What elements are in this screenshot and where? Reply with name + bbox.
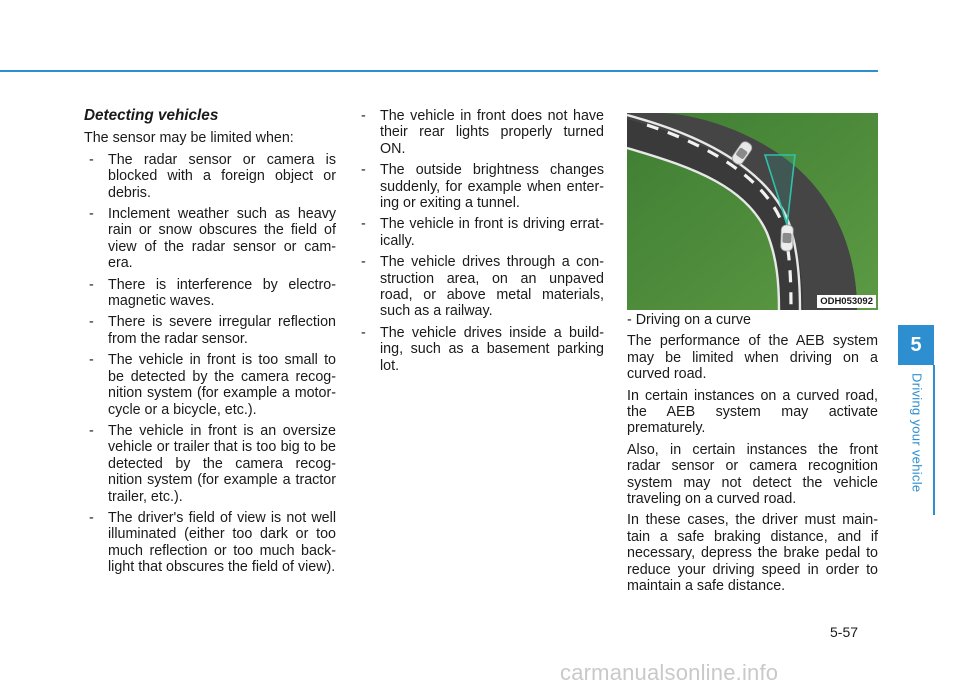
list-item: - There is severe irregular reflection from the radar sensor. bbox=[84, 314, 336, 347]
list-item: - The driver's field of view is not well illuminated (either too dark or too much reflection or too much back-light that obscures the field of view). bbox=[84, 510, 336, 576]
figure-caption: ODH053092 bbox=[817, 295, 876, 308]
list-item: - The vehicle in front is an oversize vehicle or trailer that is too big to be detected by the camera recog-nition system (for example a tractor trailer, etc.). bbox=[84, 423, 336, 505]
curve-subheading: - Driving on a curve bbox=[627, 312, 751, 328]
curved-road-figure bbox=[627, 113, 878, 310]
chapter-title: Driving your vehicle bbox=[909, 373, 925, 493]
list-item: - The vehicle in front does not have their rear lights properly turned ON. bbox=[356, 108, 604, 157]
paragraph: Also, in certain instances the front radar sensor or camera recognition system may not detect the vehicle traveling on a curved road. bbox=[627, 441, 878, 508]
page-number: 5-57 bbox=[830, 624, 859, 640]
chapter-side-bar bbox=[933, 365, 935, 515]
column-2 bbox=[356, 108, 604, 379]
intro-text: The sensor may be limited when: bbox=[84, 130, 294, 147]
list-item: - The vehicle drives inside a build-ing, such as a basement parking lot. bbox=[356, 325, 604, 374]
list-item: - The vehicle in front is driving errat-ically. bbox=[356, 216, 604, 249]
section-heading: Detecting vehicles bbox=[84, 107, 219, 124]
paragraph: In these cases, the driver must main-tain a safe braking distance, and if necessary, depress the brake pedal to reduce your driving speed in order to maintain a safe distance. bbox=[627, 512, 878, 595]
list-item: - The vehicle drives through a con-struction area, on an unpaved road, or above metal materials, such as a railway. bbox=[356, 254, 604, 320]
limitations-list-1 bbox=[84, 152, 336, 576]
list-item: - The vehicle in front is too small to be detected by the camera recog-nition system (for example a motor-cycle or a bicycle, etc.). bbox=[84, 352, 336, 418]
top-rule bbox=[0, 70, 878, 72]
column-3 bbox=[627, 312, 878, 600]
limitations-list-2 bbox=[356, 108, 604, 374]
list-item: - The radar sensor or camera is blocked with a foreign object or debris. bbox=[84, 152, 336, 201]
list-item: - The outside brightness changes suddenly, for example when enter-ing or exiting a tunnel. bbox=[356, 162, 604, 211]
paragraph: In certain instances on a curved road, the AEB system may activate prematurely. bbox=[627, 387, 878, 437]
watermark: carmanualsonline.info bbox=[560, 660, 779, 685]
column-1 bbox=[84, 108, 336, 581]
own-car-icon bbox=[781, 225, 794, 251]
paragraph: The performance of the AEB system may be limited when driving on a curved road. bbox=[627, 333, 878, 383]
chapter-tab: 5 bbox=[898, 325, 934, 365]
list-item: - Inclement weather such as heavy rain or snow obscures the field of view of the radar sensor or cam-era. bbox=[84, 206, 336, 272]
curved-road-illustration bbox=[627, 113, 878, 310]
list-item: - There is interference by electro-magnetic waves. bbox=[84, 277, 336, 310]
